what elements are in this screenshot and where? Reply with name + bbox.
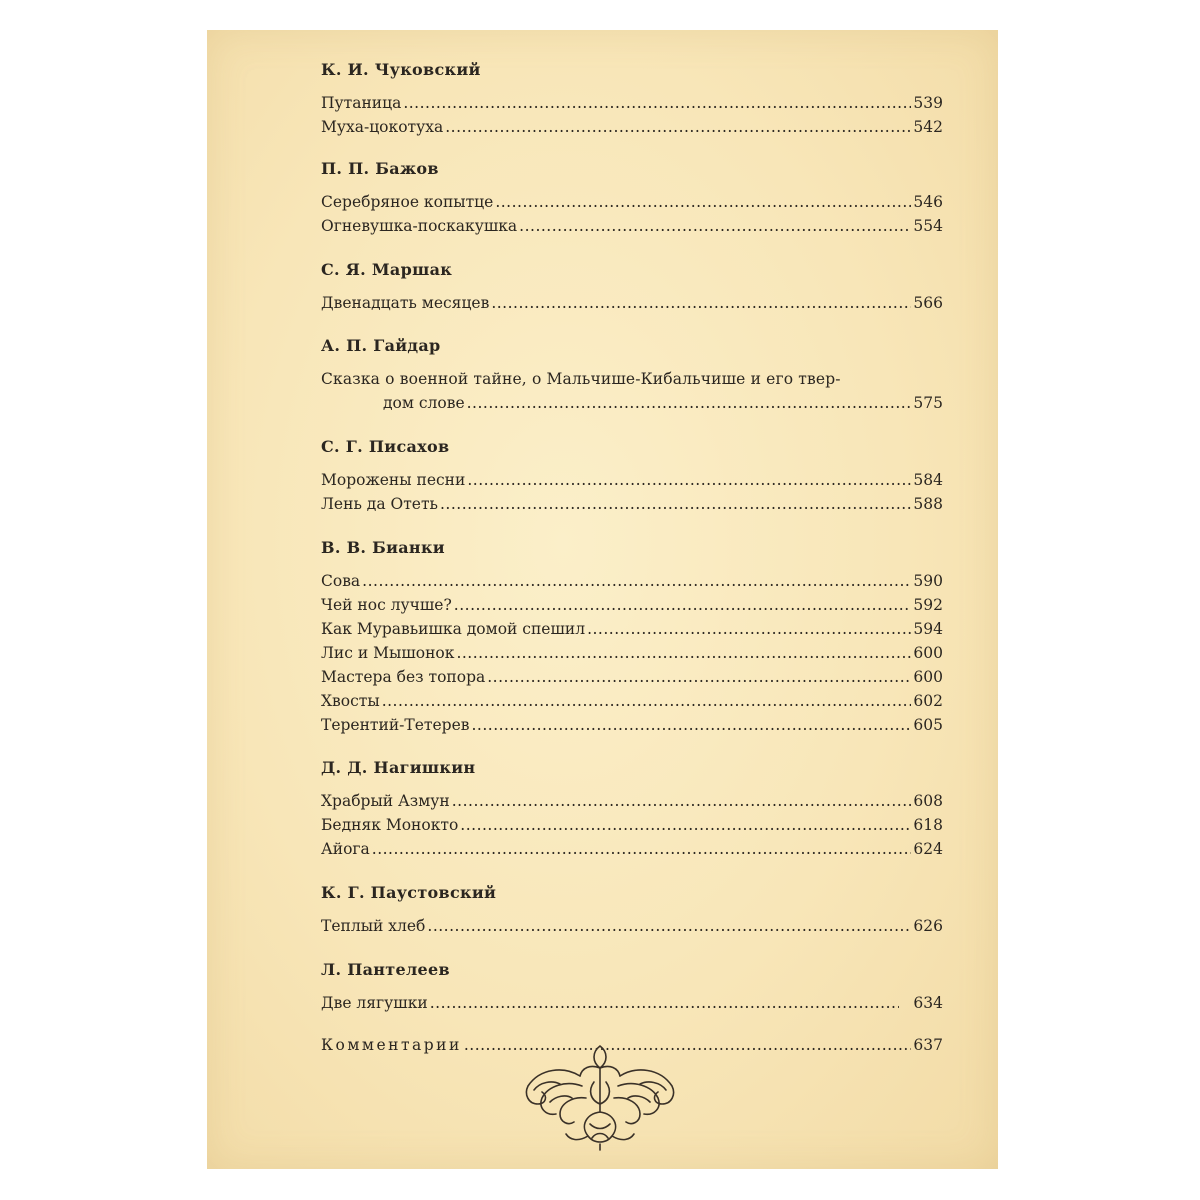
toc-entry <box>321 115 943 139</box>
toc-section-pisakhov <box>321 435 943 516</box>
entry-title: Путаница <box>321 94 402 112</box>
dot-leader <box>487 665 911 689</box>
entry-page: 605 <box>913 716 943 734</box>
toc-entry <box>321 991 943 1015</box>
toc-section-panteleev <box>321 958 943 1015</box>
entry-title-line: Сказка о военной тайне, о Мальчише-Кибальчише и его твер- <box>321 370 841 388</box>
toc-entry <box>321 468 943 492</box>
author-heading: А. П. Гайдар <box>321 336 441 355</box>
toc-entry <box>321 91 943 115</box>
entry-page: 542 <box>913 118 943 136</box>
toc-section-nagishkin <box>321 756 943 861</box>
toc-entry <box>321 190 943 214</box>
book-page <box>207 30 998 1169</box>
author-heading: Л. Пантелеев <box>321 960 450 979</box>
toc-entry <box>321 689 943 713</box>
toc-section-paustovsky <box>321 881 943 938</box>
entry-page: 590 <box>913 572 943 590</box>
entry-page: 600 <box>913 668 943 686</box>
dot-leader <box>427 914 911 938</box>
toc-entry <box>321 641 943 665</box>
entry-page: 594 <box>913 620 943 638</box>
entry-page: 539 <box>913 94 943 112</box>
entry-title: Чей нос лучше? <box>321 596 452 614</box>
dot-leader <box>587 617 911 641</box>
toc-entry <box>321 391 943 415</box>
entry-page: 637 <box>913 1036 943 1054</box>
dot-leader <box>519 214 911 238</box>
author-heading: К. Г. Паустовский <box>321 883 497 902</box>
dot-leader <box>467 391 912 415</box>
entry-title: Хвосты <box>321 692 380 710</box>
dot-leader <box>430 991 900 1015</box>
entry-page: 624 <box>913 840 943 858</box>
entry-page: 618 <box>913 816 943 834</box>
entry-page: 566 <box>913 294 943 312</box>
author-heading: К. И. Чуковский <box>321 60 481 79</box>
dot-leader <box>467 468 911 492</box>
toc-entry <box>321 593 943 617</box>
toc-section-gaidar <box>321 334 943 415</box>
toc-entry <box>321 813 943 837</box>
entry-title: Лис и Мышонок <box>321 644 455 662</box>
toc-section-bianki <box>321 536 943 737</box>
dot-leader <box>456 641 911 665</box>
entry-page: 575 <box>913 394 943 412</box>
entry-title: Комментарии <box>321 1036 462 1054</box>
entry-title: Двенадцать месяцев <box>321 294 490 312</box>
entry-title: Терентий-Тетерев <box>321 716 470 734</box>
entry-page: 600 <box>913 644 943 662</box>
floral-ornament-icon <box>520 1042 680 1152</box>
entry-title: Серебряное копытце <box>321 193 494 211</box>
entry-page: 602 <box>913 692 943 710</box>
entry-page: 608 <box>913 792 943 810</box>
dot-leader <box>454 593 912 617</box>
dot-leader <box>452 789 912 813</box>
dot-leader <box>382 689 912 713</box>
toc-entry <box>321 837 943 861</box>
toc-entry <box>321 665 943 689</box>
entry-page: 546 <box>913 193 943 211</box>
dot-leader <box>472 713 912 737</box>
entry-title: Храбрый Азмун <box>321 792 450 810</box>
author-heading: Д. Д. Нагишкин <box>321 758 476 777</box>
entry-title: Две лягушки <box>321 994 428 1012</box>
entry-page: 554 <box>913 217 943 235</box>
entry-title: Мастера без топора <box>321 668 486 686</box>
entry-page: 584 <box>913 471 943 489</box>
dot-leader <box>495 190 911 214</box>
author-heading: П. П. Бажов <box>321 159 439 178</box>
entry-title: Теплый хлеб <box>321 917 426 935</box>
entry-title: Бедняк Монокто <box>321 816 459 834</box>
entry-page: 588 <box>913 495 943 513</box>
toc-entry <box>321 617 943 641</box>
toc-entry <box>321 214 943 238</box>
entry-title: Морожены песни <box>321 471 466 489</box>
entry-title: Огневушка-поскакушка <box>321 217 518 235</box>
dot-leader <box>460 813 911 837</box>
entry-page: 592 <box>913 596 943 614</box>
toc-entry <box>321 569 943 593</box>
toc-entry <box>321 291 943 315</box>
dot-leader <box>372 837 912 861</box>
entry-title: Айога <box>321 840 370 858</box>
toc-entry <box>321 492 943 516</box>
dot-leader <box>440 492 911 516</box>
entry-title: Лень да Отеть <box>321 495 438 513</box>
toc-section-chukovsky <box>321 58 943 139</box>
entry-title: Муха-цокотуха <box>321 118 444 136</box>
author-heading: В. В. Бианки <box>321 538 445 557</box>
dot-leader <box>403 91 911 115</box>
entry-page: 634 <box>913 994 943 1012</box>
dot-leader <box>445 115 911 139</box>
toc-entry <box>321 713 943 737</box>
entry-title: Сова <box>321 572 361 590</box>
dot-leader <box>491 291 911 315</box>
author-heading: С. Г. Писахов <box>321 437 450 456</box>
author-heading: С. Я. Маршак <box>321 260 453 279</box>
toc-entry <box>321 789 943 813</box>
toc-entry <box>321 914 943 938</box>
toc-section-marshak <box>321 258 943 315</box>
entry-title: Как Муравьишка домой спешил <box>321 620 586 638</box>
entry-page: 626 <box>913 917 943 935</box>
entry-title: дом слове <box>383 394 465 412</box>
dot-leader <box>362 569 911 593</box>
table-of-contents <box>321 58 943 1057</box>
toc-section-bazhov <box>321 157 943 238</box>
